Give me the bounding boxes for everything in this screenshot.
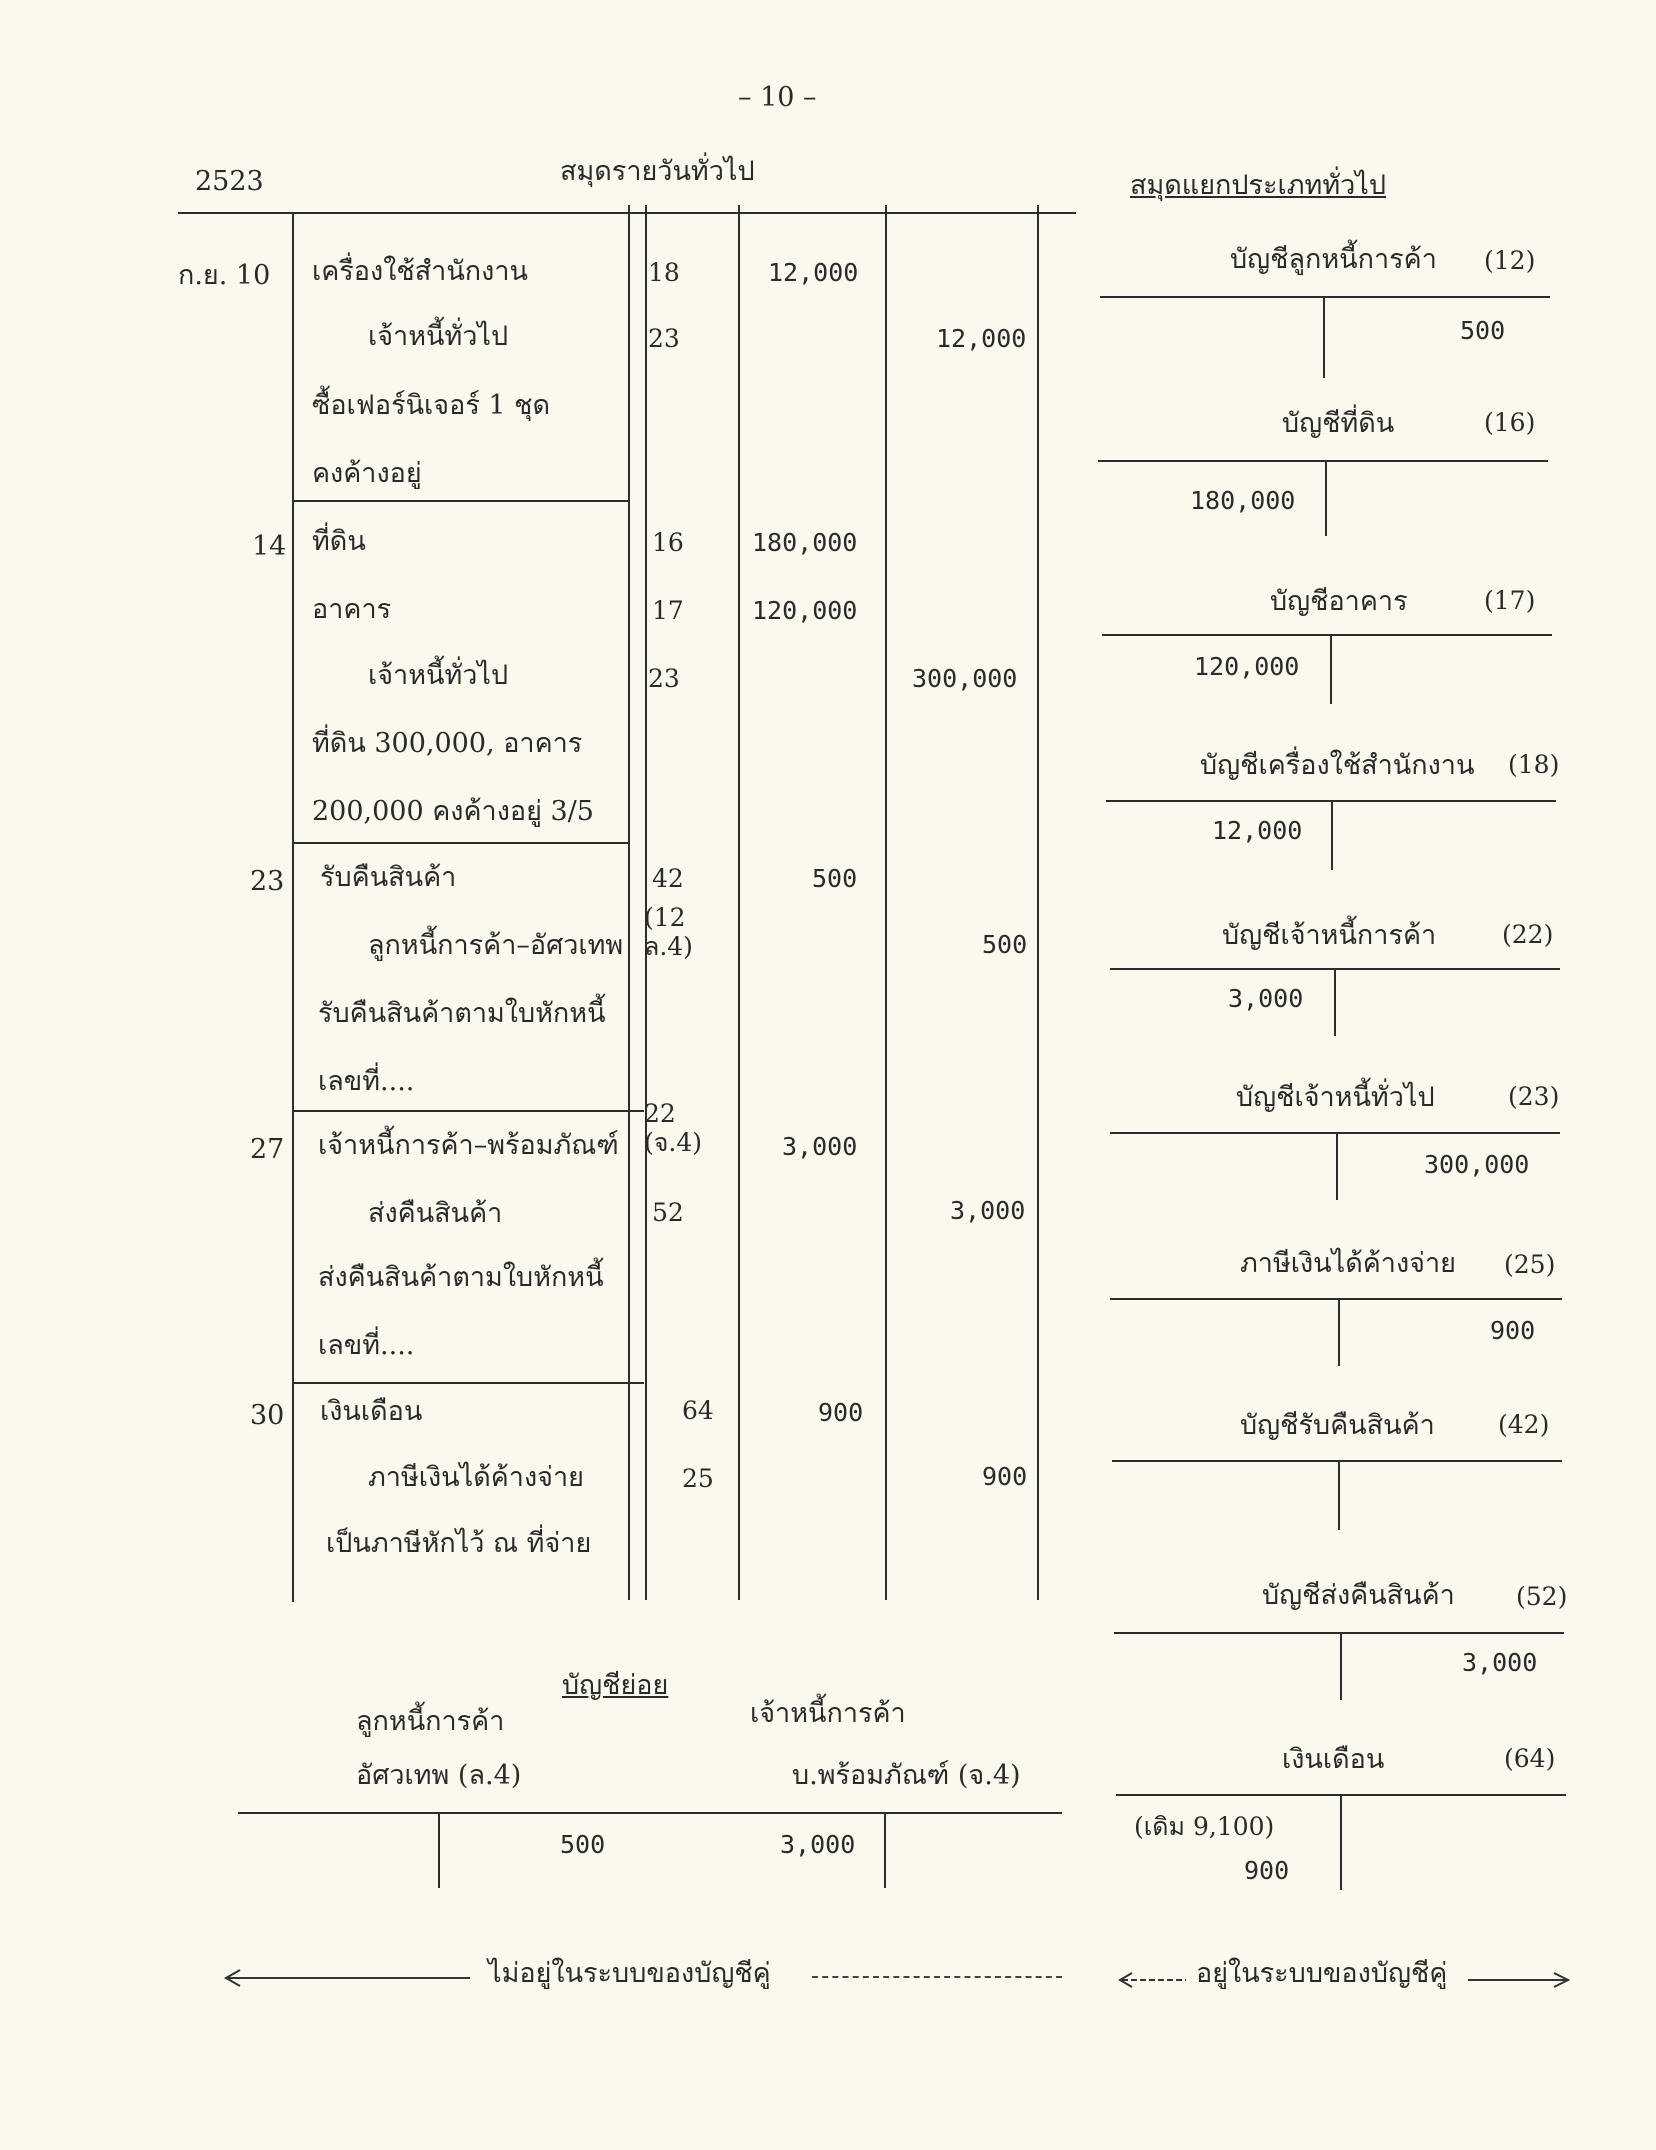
subsidiary-payable-stem xyxy=(884,1814,886,1888)
subsidiary-receivable-credit: 500 xyxy=(560,1830,606,1859)
journal-date: ก.ย. 10 xyxy=(178,260,271,291)
journal-credit: 300,000 xyxy=(912,664,1018,693)
ledger-credit: 3,000 xyxy=(1462,1648,1538,1677)
journal-memo: ซื้อเฟอร์นิเจอร์ 1 ชุด xyxy=(312,390,551,421)
journal-col-debit-divider xyxy=(738,205,740,1600)
journal-memo: เป็นภาษีหักไว้ ณ ที่จ่าย xyxy=(326,1528,592,1559)
journal-ref: 23 xyxy=(648,664,680,693)
ledger-t-top xyxy=(1114,1632,1564,1634)
journal-entry-separator xyxy=(294,1382,644,1384)
ledger-t-top xyxy=(1098,460,1548,462)
journal-date: 23 xyxy=(250,866,285,897)
ledger-t-stem xyxy=(1336,1134,1338,1200)
journal-account: เจ้าหนี้การค้า–พร้อมภัณฑ์ xyxy=(318,1130,619,1161)
journal-col-credit-divider xyxy=(885,205,887,1600)
ledger-account-number: (16) xyxy=(1484,408,1536,437)
journal-date: 14 xyxy=(252,531,287,562)
year: 2523 xyxy=(195,166,264,197)
journal-account: เจ้าหนี้ทั่วไป xyxy=(368,321,509,352)
ledger-t-top xyxy=(1112,1460,1562,1462)
ledger-debit: 120,000 xyxy=(1194,652,1300,681)
ledger-t-top xyxy=(1110,1298,1562,1300)
ledger-account-name: บัญชีเครื่องใช้สำนักงาน xyxy=(1200,750,1475,781)
ledger-credit: 300,000 xyxy=(1424,1150,1530,1179)
subsidiary-payable-supplier: บ.พร้อมภัณฑ์ (จ.4) xyxy=(792,1760,1021,1791)
ledger-account-name: เงินเดือน xyxy=(1282,1744,1385,1775)
ledger-account-name: บัญชีลูกหนี้การค้า xyxy=(1230,244,1437,275)
ledger-debit: 3,000 xyxy=(1228,984,1304,1013)
journal-ref: 42 xyxy=(652,864,684,893)
journal-account: เจ้าหนี้ทั่วไป xyxy=(368,660,509,691)
journal-ref: 64 xyxy=(682,1396,714,1425)
journal-ref: 16 xyxy=(652,528,684,557)
journal-account: ส่งคืนสินค้า xyxy=(368,1198,503,1229)
journal-title: สมุดรายวันทั่วไป xyxy=(560,156,755,187)
journal-credit: 900 xyxy=(982,1462,1028,1491)
journal-col-right-edge xyxy=(1037,205,1039,1600)
arrow-right-icon xyxy=(1466,1970,1570,1990)
ledger-t-top xyxy=(1110,1132,1560,1134)
ledger-t-top xyxy=(1100,296,1550,298)
subsidiary-receivable-customer: อัศวเทพ (ล.4) xyxy=(356,1760,522,1791)
subsidiary-receivable-stem xyxy=(438,1814,440,1888)
ledger-account-number: (25) xyxy=(1504,1250,1556,1279)
journal-account: ลูกหนี้การค้า–อัศวเทพ xyxy=(368,930,624,961)
dashed-rule xyxy=(812,1976,1062,1978)
ledger-title: สมุดแยกประเภททั่วไป xyxy=(1130,170,1387,201)
journal-credit: 12,000 xyxy=(936,324,1027,353)
journal-account: ภาษีเงินได้ค้างจ่าย xyxy=(368,1462,584,1493)
journal-memo: ส่งคืนสินค้าตามใบหักหนี้ xyxy=(318,1262,604,1293)
ledger-debit: 180,000 xyxy=(1190,486,1296,515)
journal-memo: 200,000 คงค้างอยู่ 3/5 xyxy=(312,796,594,827)
footer-right-label: อยู่ในระบบของบัญชีคู่ xyxy=(1196,1958,1448,1989)
ledger-debit: 900 xyxy=(1244,1856,1290,1885)
arrow-left-icon xyxy=(1118,1970,1188,1990)
journal-top-rule xyxy=(178,212,1076,214)
subsidiary-t-top xyxy=(238,1812,1062,1814)
ledger-t-top xyxy=(1102,634,1552,636)
ledger-account-name: บัญชีส่งคืนสินค้า xyxy=(1262,1580,1455,1611)
ledger-t-stem xyxy=(1334,970,1336,1036)
journal-ref: 25 xyxy=(682,1464,714,1493)
journal-ref: 52 xyxy=(652,1198,684,1227)
ledger-account-number: (23) xyxy=(1508,1082,1560,1111)
journal-date: 30 xyxy=(250,1400,285,1431)
journal-memo: เลขที่.... xyxy=(318,1330,415,1361)
ledger-account-name: บัญชีรับคืนสินค้า xyxy=(1240,1410,1435,1441)
ledger-account-number: (52) xyxy=(1516,1582,1568,1611)
journal-debit: 500 xyxy=(812,864,858,893)
ledger-account-number: (18) xyxy=(1508,750,1560,779)
journal-entry-separator xyxy=(294,500,628,502)
journal-debit: 12,000 xyxy=(768,258,859,287)
journal-account: อาคาร xyxy=(312,594,392,625)
journal-debit: 180,000 xyxy=(752,528,858,557)
ledger-t-stem xyxy=(1338,1462,1340,1530)
journal-debit: 900 xyxy=(818,1398,864,1427)
ledger-credit: 500 xyxy=(1460,316,1506,345)
journal-debit: 3,000 xyxy=(782,1132,858,1161)
ledger-account-name: บัญชีเจ้าหนี้ทั่วไป xyxy=(1236,1082,1435,1113)
journal-ref: (12 ล.4) xyxy=(644,903,693,961)
journal-entry-separator xyxy=(294,1110,644,1112)
subsidiary-payable-debit: 3,000 xyxy=(780,1830,856,1859)
ledger-account-number: (22) xyxy=(1502,920,1554,949)
ledger-credit: 900 xyxy=(1490,1316,1536,1345)
journal-debit: 120,000 xyxy=(752,596,858,625)
journal-credit: 500 xyxy=(982,930,1028,959)
subsidiary-receivable-name: ลูกหนี้การค้า xyxy=(356,1706,505,1737)
journal-memo: ที่ดิน 300,000, อาคาร xyxy=(312,728,583,759)
journal-col-ref-divider-a xyxy=(628,205,630,1600)
journal-date: 27 xyxy=(250,1134,285,1165)
journal-ref: 23 xyxy=(648,324,680,353)
ledger-debit-note: (เดิม 9,100) xyxy=(1134,1812,1275,1841)
page-number: – 10 – xyxy=(738,82,817,113)
ledger-t-stem xyxy=(1340,1796,1342,1890)
subsidiary-title: บัญชีย่อย xyxy=(562,1670,669,1701)
ledger-account-name: ภาษีเงินได้ค้างจ่าย xyxy=(1240,1248,1456,1279)
ledger-t-stem xyxy=(1331,802,1333,870)
journal-ref: 18 xyxy=(648,258,680,287)
journal-memo: รับคืนสินค้าตามใบหักหนี้ xyxy=(318,998,606,1029)
footer-left-label: ไม่อยู่ในระบบของบัญชีคู่ xyxy=(488,1958,771,1989)
ledger-account-number: (12) xyxy=(1484,246,1536,275)
journal-col-date-divider xyxy=(292,212,294,1602)
ledger-t-stem xyxy=(1325,462,1327,536)
ledger-account-name: บัญชีที่ดิน xyxy=(1282,408,1395,439)
ledger-account-number: (17) xyxy=(1484,586,1536,615)
ledger-account-number: (64) xyxy=(1504,1744,1556,1773)
journal-ref: 17 xyxy=(652,596,684,625)
journal-memo: คงค้างอยู่ xyxy=(312,458,422,489)
journal-account: เงินเดือน xyxy=(320,1396,423,1427)
journal-credit: 3,000 xyxy=(950,1196,1026,1225)
journal-ref: 22 (จ.4) xyxy=(644,1099,703,1157)
ledger-debit: 12,000 xyxy=(1212,816,1303,845)
ledger-t-stem xyxy=(1338,1300,1340,1366)
ledger-t-stem xyxy=(1323,298,1325,378)
arrow-left-icon xyxy=(222,1968,472,1988)
journal-account: รับคืนสินค้า xyxy=(320,862,457,893)
journal-account: เครื่องใช้สำนักงาน xyxy=(312,256,528,287)
ledger-account-number: (42) xyxy=(1498,1410,1550,1439)
journal-account: ที่ดิน xyxy=(312,526,366,557)
ledger-t-stem xyxy=(1340,1634,1342,1700)
ledger-account-name: บัญชีอาคาร xyxy=(1270,586,1408,617)
journal-memo: เลขที่.... xyxy=(318,1066,415,1097)
ledger-t-stem xyxy=(1330,636,1332,704)
ledger-account-name: บัญชีเจ้าหนี้การค้า xyxy=(1222,920,1437,951)
subsidiary-payable-name: เจ้าหนี้การค้า xyxy=(750,1698,906,1729)
journal-entry-separator xyxy=(294,842,628,844)
